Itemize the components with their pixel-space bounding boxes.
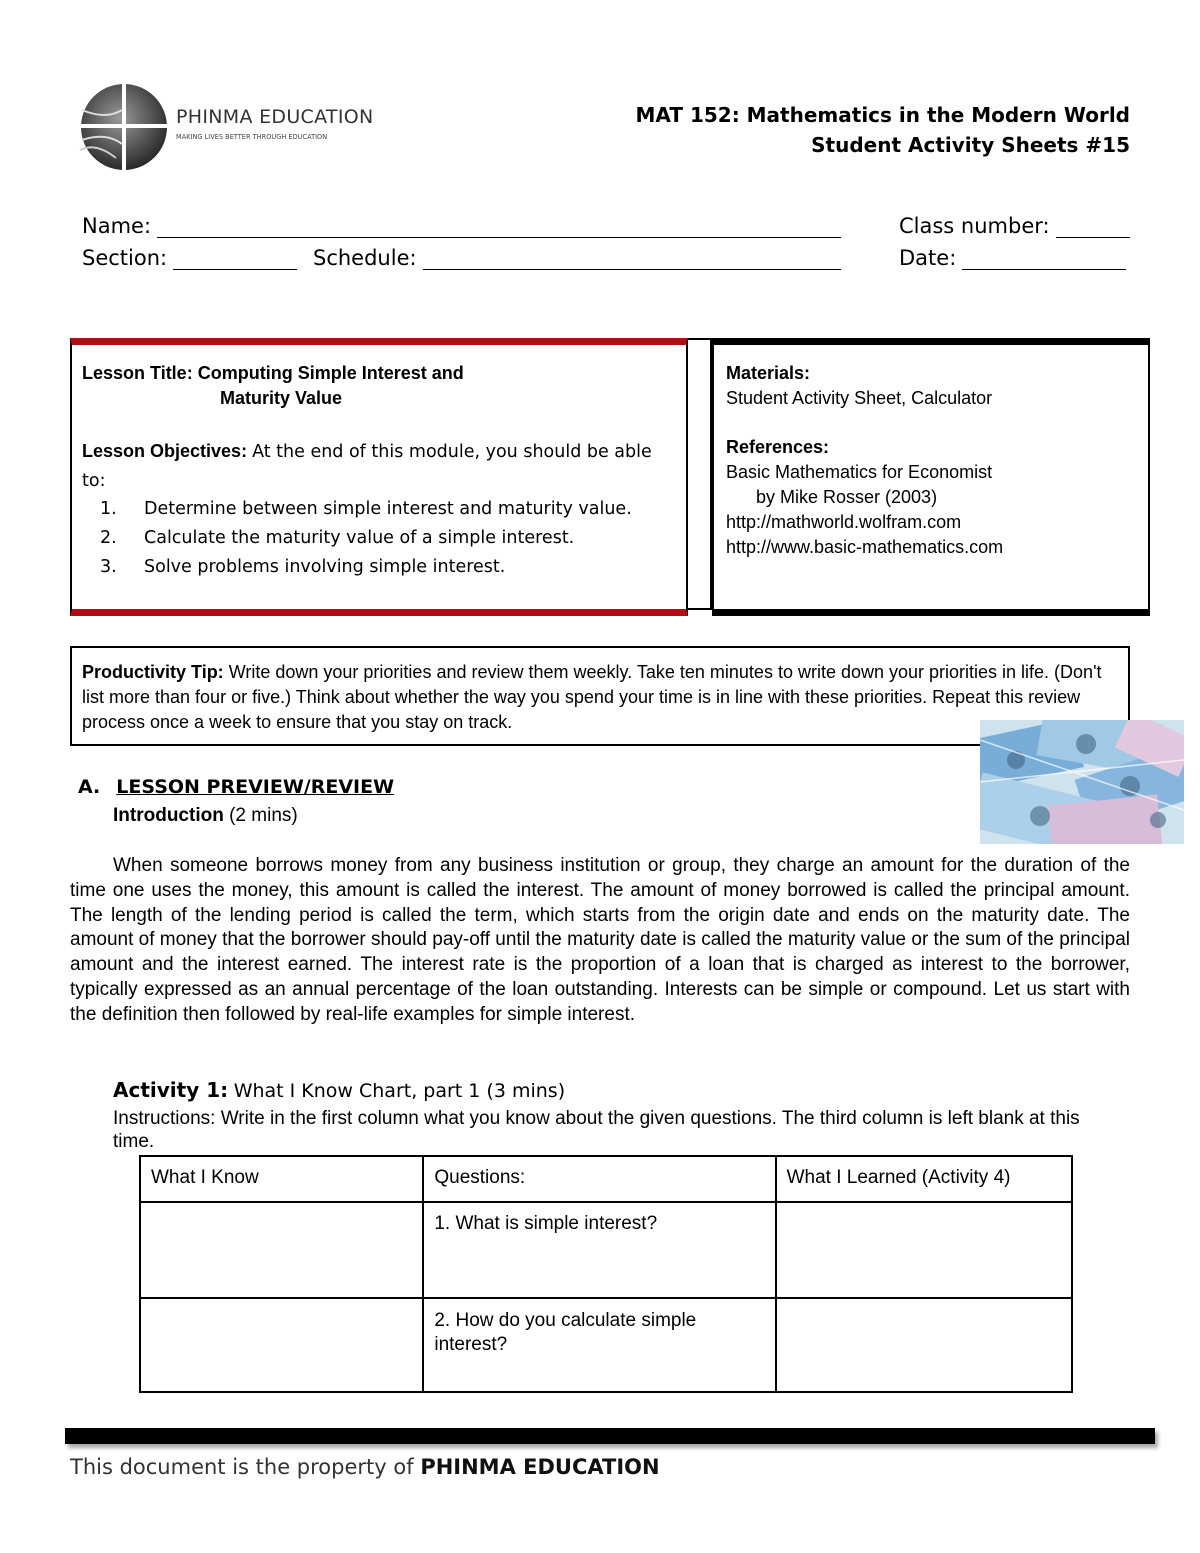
list-item: 2. Calculate the maturity value of a simple interest. bbox=[100, 528, 575, 548]
reference-3-link[interactable]: http://www.basic-mathematics.com bbox=[726, 537, 1004, 557]
schedule-input-line[interactable] bbox=[423, 249, 841, 270]
phinma-logo bbox=[76, 80, 386, 174]
introduction-heading bbox=[113, 805, 298, 827]
reference-2-link[interactable]: http://mathworld.wolfram.com bbox=[726, 512, 962, 532]
cell-what-i-learned-2[interactable] bbox=[776, 1298, 1072, 1392]
name-label: Name: bbox=[82, 214, 152, 238]
tip-text: Write down your priorities and review them weekly. Take ten minutes to write down your priorities in life. (Don't list more than four or five.) Think about whether the way you spend your time is in line with these priorities. Repeat this review process once a week to ensure that you stay on track. bbox=[82, 662, 1102, 732]
intro-label: Introduction bbox=[113, 805, 224, 826]
table-header-row bbox=[140, 1156, 1072, 1202]
activity-1-label: Activity 1: bbox=[113, 1078, 229, 1102]
intro-paragraph-text: When someone borrows money from any business institution or group, they charge an amount for the duration of the time one uses the money, this amount is called the interest. The amount of money borrowed is called the principal amount. The length of the lending period is called the term, which starts from the origin date and ends on the maturity date. The amount of money that the borrower should pay-off until the maturity date is called the maturity value or the sum of the principal amount and the interest earned. The interest rate is the proportion of a loan that is charged as interest to the borrower, typically expressed as an annual percentage of the loan outstanding. Interests can be simple or compound. Let us start with the definition then followed by real-life examples for simple interest. bbox=[70, 855, 1130, 1025]
date-label: Date: bbox=[899, 246, 957, 270]
class-number-field[interactable] bbox=[899, 214, 1130, 238]
cell-what-i-know-1[interactable] bbox=[140, 1202, 423, 1298]
section-field[interactable] bbox=[82, 246, 297, 270]
name-input-line[interactable] bbox=[157, 217, 841, 238]
introduction-paragraph bbox=[70, 854, 1130, 1028]
activity-1-instructions: Instructions: Write in the first column what you know about the given questions. The third column is left blank at this time. bbox=[113, 1108, 1080, 1152]
lesson-title-line1: Computing Simple Interest and bbox=[197, 363, 464, 383]
date-input-line[interactable] bbox=[962, 249, 1126, 270]
course-title: MAT 152: Mathematics in the Modern World bbox=[635, 103, 1130, 127]
header-questions: Questions: bbox=[423, 1156, 775, 1202]
table-row bbox=[140, 1202, 1072, 1298]
objectives-label: Lesson Objectives: bbox=[82, 441, 248, 461]
cell-what-i-learned-1[interactable] bbox=[776, 1202, 1072, 1298]
materials-text: Student Activity Sheet, Calculator bbox=[726, 388, 993, 408]
course-header bbox=[636, 100, 1130, 160]
box-divider bbox=[688, 338, 712, 610]
table-row bbox=[140, 1298, 1072, 1392]
reference-1-line2: by Mike Rosser (2003) bbox=[756, 487, 938, 507]
materials-label: Materials: bbox=[726, 363, 811, 383]
name-field[interactable] bbox=[82, 214, 841, 238]
cell-question-1: 1. What is simple interest? bbox=[423, 1202, 775, 1298]
intro-time: (2 mins) bbox=[229, 805, 298, 826]
cell-what-i-know-2[interactable] bbox=[140, 1298, 423, 1392]
date-field[interactable] bbox=[899, 246, 1126, 270]
activity-1-heading bbox=[113, 1078, 565, 1103]
schedule-field[interactable] bbox=[313, 246, 841, 270]
section-input-line[interactable] bbox=[173, 249, 297, 270]
class-number-input-line[interactable] bbox=[1056, 217, 1130, 238]
lesson-title-line2: Maturity Value bbox=[220, 388, 343, 408]
reference-1-line1: Basic Mathematics for Economist bbox=[726, 462, 993, 482]
cell-question-2: 2. How do you calculate simple interest? bbox=[423, 1298, 775, 1392]
lesson-title-label: Lesson Title: bbox=[82, 363, 193, 383]
tip-label: Productivity Tip: bbox=[82, 662, 224, 682]
section-a-letter: A. bbox=[78, 776, 101, 798]
footer-owner: PHINMA EDUCATION bbox=[420, 1455, 660, 1479]
materials-box bbox=[712, 338, 1150, 616]
logo-tagline: MAKING LIVES BETTER THROUGH EDUCATION bbox=[176, 133, 328, 141]
activity-1-title: What I Know Chart, part 1 (3 mins) bbox=[233, 1080, 566, 1102]
references-label: References: bbox=[726, 437, 830, 457]
section-a-heading bbox=[78, 776, 394, 798]
list-item: 1. Determine between simple interest and maturity value. bbox=[100, 499, 632, 519]
logo-name: PHINMA EDUCATION bbox=[176, 106, 374, 128]
course-subtitle: Student Activity Sheets #15 bbox=[811, 133, 1130, 157]
schedule-label: Schedule: bbox=[313, 246, 417, 270]
objectives-list bbox=[82, 495, 676, 582]
what-i-know-chart bbox=[139, 1155, 1073, 1393]
footer-bar bbox=[65, 1428, 1155, 1444]
header-what-i-learned: What I Learned (Activity 4) bbox=[776, 1156, 1072, 1202]
list-item: 3. Solve problems involving simple interest. bbox=[100, 557, 506, 577]
objectives-intro: At the end of this module, you should be able to: bbox=[82, 442, 652, 491]
section-a-title: LESSON PREVIEW/REVIEW bbox=[116, 776, 395, 798]
productivity-tip-box bbox=[70, 646, 1130, 746]
section-label: Section: bbox=[82, 246, 168, 270]
footer-property-text: This document is the property of bbox=[70, 1455, 414, 1479]
lesson-objectives bbox=[82, 437, 676, 495]
lesson-box bbox=[70, 338, 688, 616]
money-photo-icon bbox=[980, 720, 1184, 844]
header-what-i-know: What I Know bbox=[140, 1156, 423, 1202]
peso-bills-image bbox=[980, 720, 1184, 844]
footer-text bbox=[70, 1455, 660, 1479]
class-number-label: Class number: bbox=[899, 214, 1050, 238]
lesson-title bbox=[82, 361, 676, 386]
